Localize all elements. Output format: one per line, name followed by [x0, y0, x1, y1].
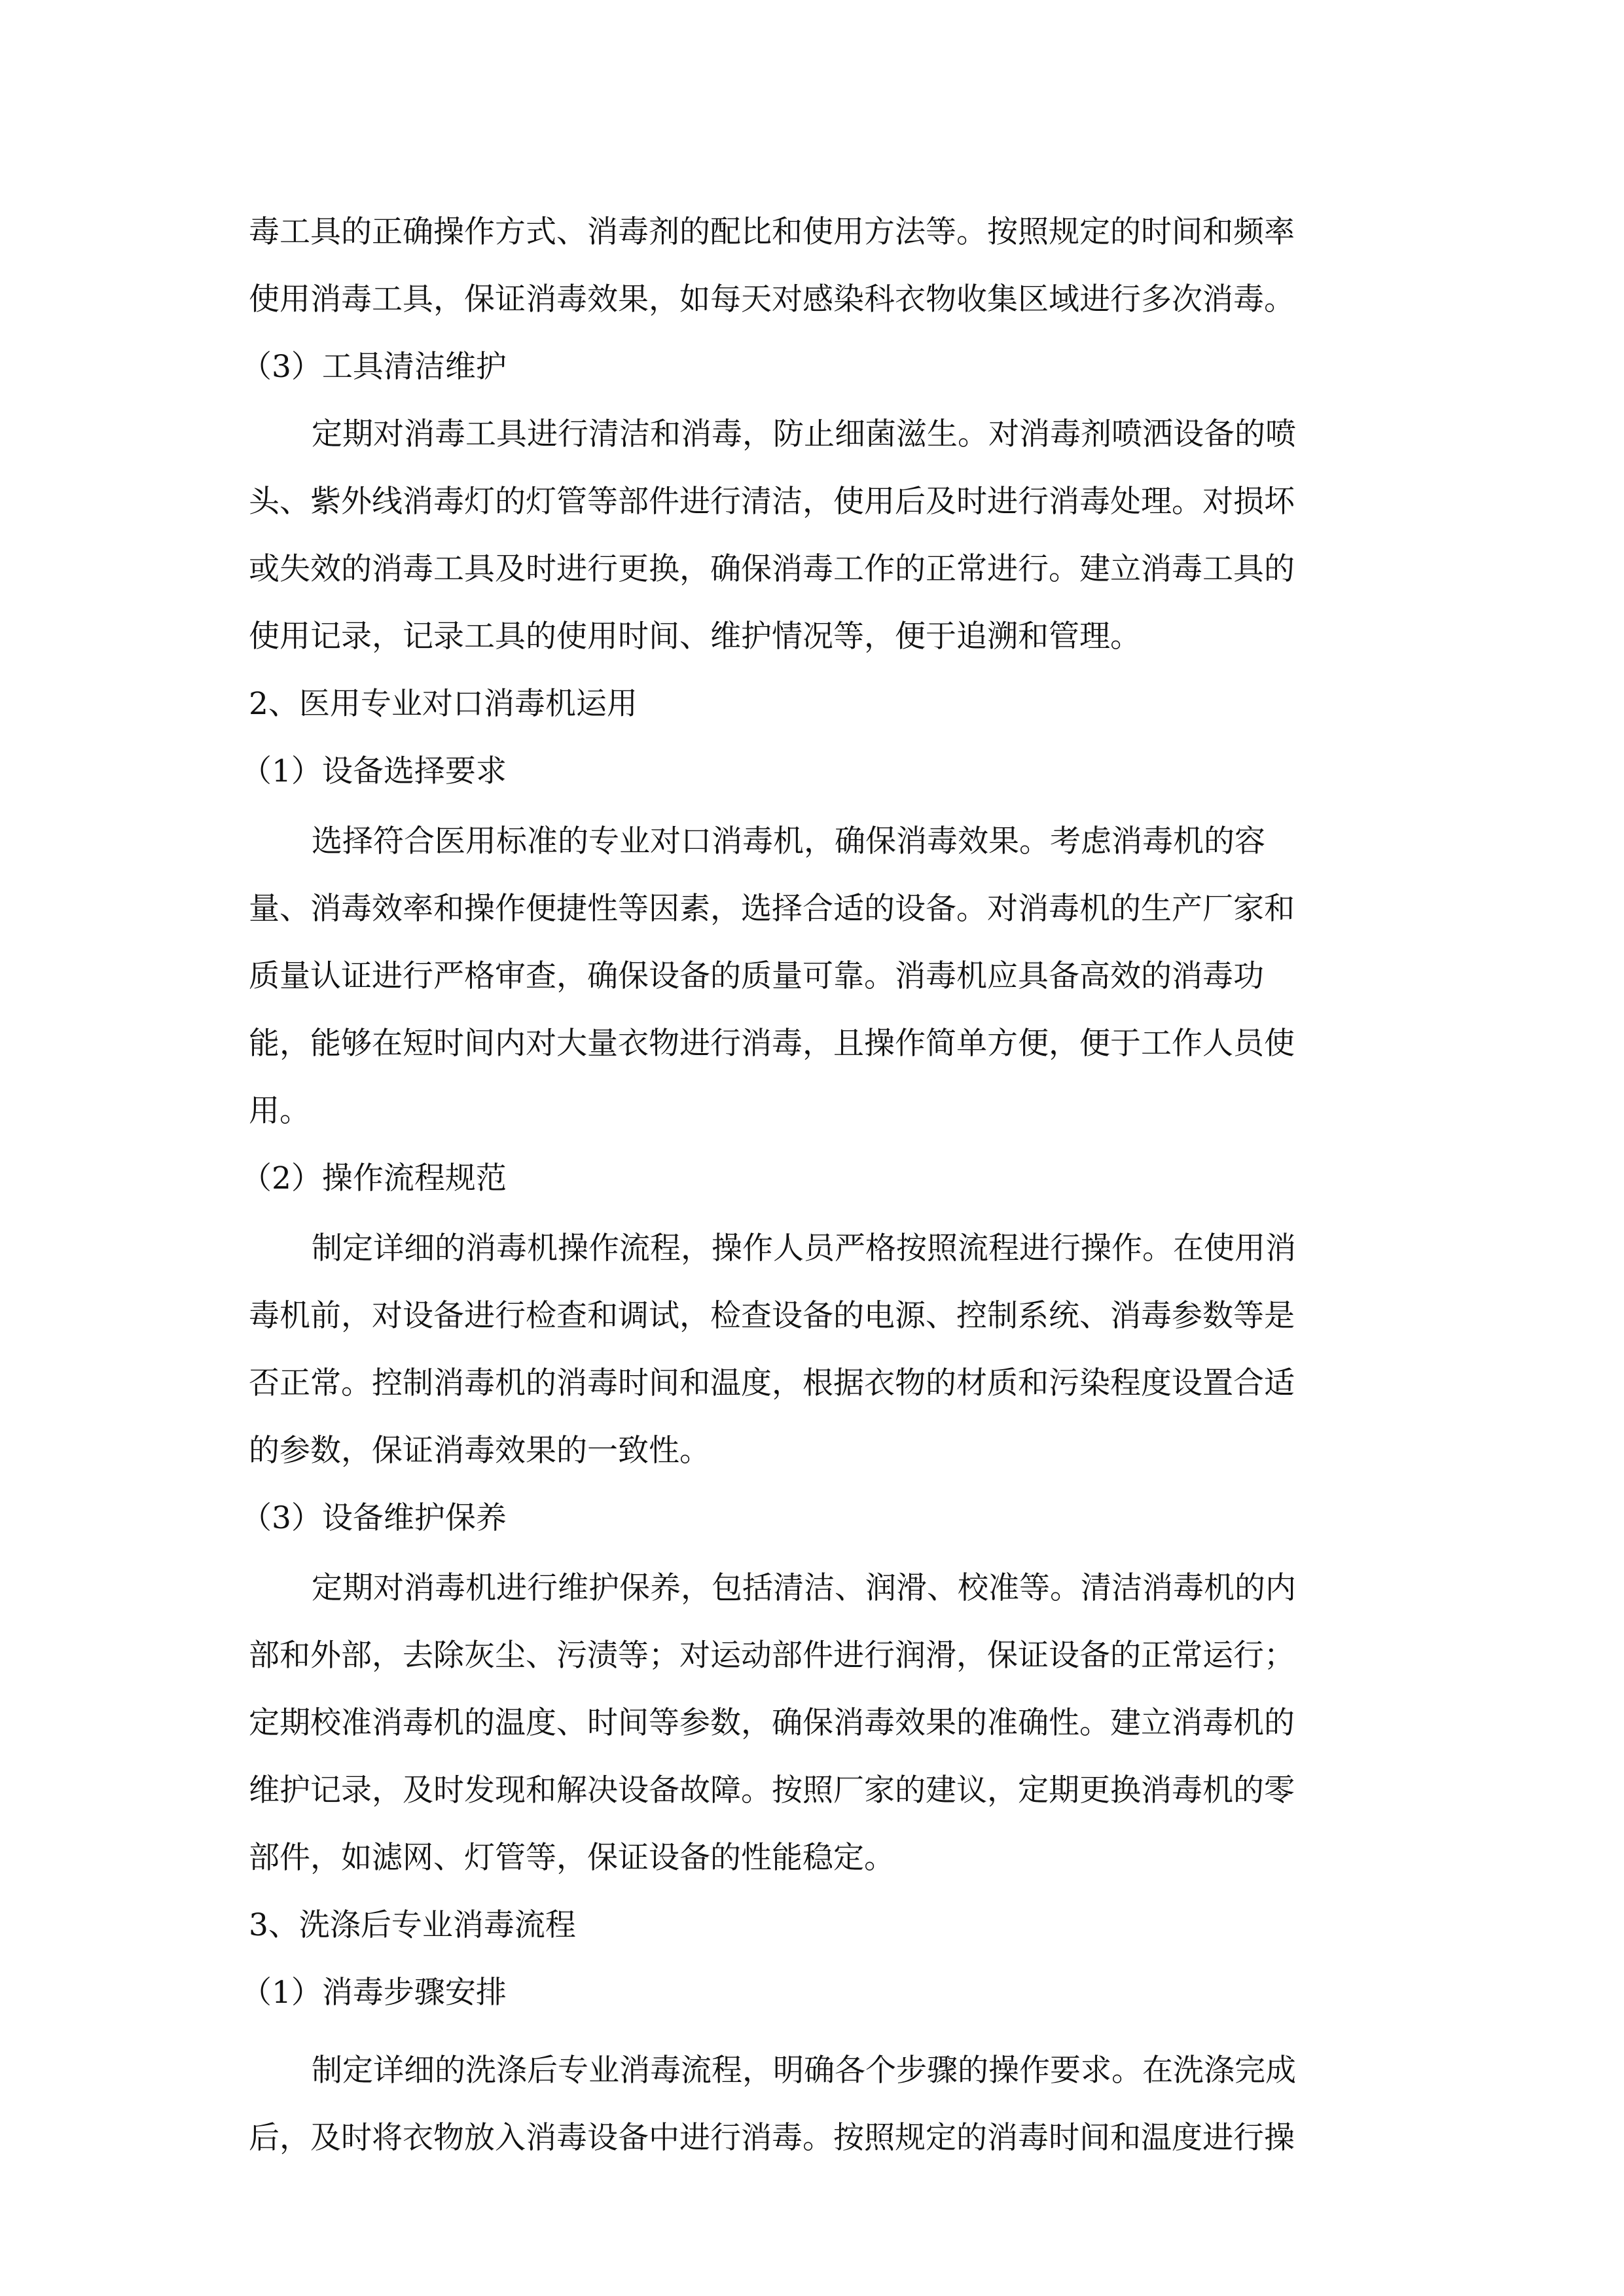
paragraph-line: 制定详细的洗涤后专业消毒流程，明确各个步骤的操作要求。在洗涤完成: [312, 2053, 1296, 2089]
paragraph-line: 定期校准消毒机的温度、时间等参数，确保消毒效果的准确性。建立消毒机的: [249, 1705, 1295, 1741]
paragraph-line: 毒机前，对设备进行检查和调试，检查设备的电源、控制系统、消毒参数等是: [249, 1298, 1295, 1334]
subheading-equipment-selection: （1）设备选择要求: [241, 753, 507, 789]
paragraph-line: 维护记录，及时发现和解决设备故障。按照厂家的建议，定期更换消毒机的零: [249, 1772, 1295, 1808]
paragraph-line: 部件，如滤网、灯管等，保证设备的性能稳定。: [249, 1840, 895, 1876]
paragraph-line: 的参数，保证消毒效果的一致性。: [249, 1433, 710, 1469]
paragraph-line: 后，及时将衣物放入消毒设备中进行消毒。按照规定的消毒时间和温度进行操: [249, 2120, 1295, 2156]
subheading-equipment-maintenance: （3）设备维护保养: [241, 1500, 507, 1536]
paragraph-line: 部和外部，去除灰尘、污渍等；对运动部件进行润滑，保证设备的正常运行；: [249, 1638, 1295, 1674]
paragraph-line: 制定详细的消毒机操作流程，操作人员严格按照流程进行操作。在使用消: [312, 1230, 1296, 1266]
paragraph-line: 选择符合医用标准的专业对口消毒机，确保消毒效果。考虑消毒机的容: [312, 823, 1265, 859]
subheading-operation-process: （2）操作流程规范: [241, 1160, 507, 1196]
paragraph-line: 头、紫外线消毒灯的灯管等部件进行清洁，使用后及时进行消毒处理。对损坏: [249, 484, 1295, 520]
paragraph-line: 否正常。控制消毒机的消毒时间和温度，根据衣物的材质和污染程度设置合适: [249, 1365, 1295, 1401]
subheading-tool-cleaning: （3）工具清洁维护: [241, 349, 507, 385]
document-body: [241, 198, 1371, 2172]
paragraph-line: 质量认证进行严格审查，确保设备的质量可靠。消毒机应具备高效的消毒功: [249, 958, 1264, 994]
section-heading-disinfection-machine: 2、医用专业对口消毒机运用: [249, 686, 638, 722]
paragraph-line: 毒工具的正确操作方式、消毒剂的配比和使用方法等。按照规定的时间和频率: [249, 214, 1295, 250]
paragraph-line: 用。: [249, 1093, 310, 1129]
paragraph-line: 使用消毒工具，保证消毒效果，如每天对感染科衣物收集区域进行多次消毒。: [249, 281, 1295, 317]
section-heading-post-wash-disinfection: 3、洗涤后专业消毒流程: [249, 1907, 576, 1943]
paragraph-line: 定期对消毒工具进行清洁和消毒，防止细菌滋生。对消毒剂喷洒设备的喷: [312, 416, 1296, 452]
paragraph-line: 能，能够在短时间内对大量衣物进行消毒，且操作简单方便，便于工作人员使: [249, 1026, 1295, 1062]
subheading-disinfection-steps: （1）消毒步骤安排: [241, 1975, 507, 2011]
paragraph-line: 使用记录，记录工具的使用时间、维护情况等，便于追溯和管理。: [249, 619, 1141, 655]
paragraph-line: 定期对消毒机进行维护保养，包括清洁、润滑、校准等。清洁消毒机的内: [312, 1570, 1296, 1606]
paragraph-line: 或失效的消毒工具及时进行更换，确保消毒工作的正常进行。建立消毒工具的: [249, 551, 1295, 587]
paragraph-line: 量、消毒效率和操作便捷性等因素，选择合适的设备。对消毒机的生产厂家和: [249, 891, 1295, 927]
